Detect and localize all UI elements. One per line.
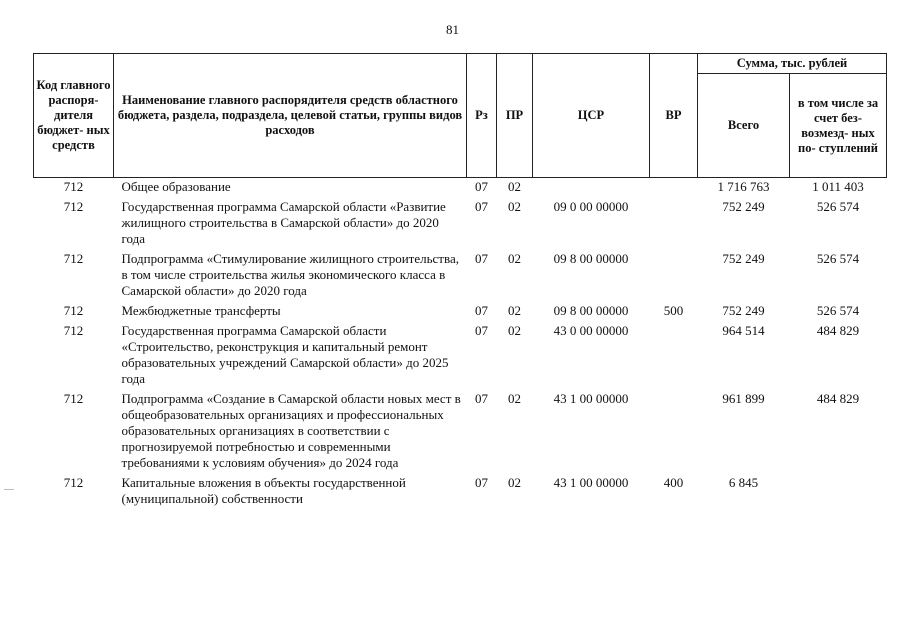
table-header: [34, 54, 887, 178]
cell-vr: 500: [663, 303, 684, 318]
cell-free: 484 829: [816, 391, 860, 406]
header-vr: ВР: [650, 54, 698, 178]
cell-pr: 02: [508, 179, 521, 194]
cell-rz: 07: [475, 303, 488, 318]
cell-vr: [650, 250, 698, 302]
cell-rz: 07: [475, 323, 488, 338]
header-name: Наименование главного распорядителя средств областного бюджета, раздела, подраздела, целевой статьи, группы видов расходов: [114, 54, 467, 178]
table-row: [34, 302, 887, 322]
cell-pr: 02: [508, 251, 521, 266]
cell-csr: 09 0 00 00000: [553, 199, 629, 214]
cell-total: 964 514: [722, 323, 765, 338]
table-row: [34, 250, 887, 302]
cell-pr: 02: [508, 303, 521, 318]
cell-name: Подпрограмма «Стимулирование жилищного строительства, в том числе строительства жилья экономического класса в Самарской области» до 2020 года: [121, 251, 459, 298]
cell-csr: [533, 178, 650, 199]
cell-free: 1 011 403: [812, 179, 864, 194]
cell-code: 712: [63, 391, 84, 406]
table-row: [34, 390, 887, 474]
cell-total: 752 249: [722, 251, 765, 266]
budget-table: [33, 53, 887, 510]
cell-code: 712: [63, 199, 84, 214]
cell-vr: [650, 390, 698, 474]
cell-csr: 43 1 00 00000: [553, 391, 629, 406]
cell-code: 712: [63, 475, 84, 490]
cell-free: 526 574: [816, 303, 860, 318]
cell-free: 484 829: [816, 323, 860, 338]
page-number: 81: [446, 22, 459, 37]
cell-vr: [650, 198, 698, 250]
cell-rz: 07: [475, 199, 488, 214]
scan-margin-mark: [4, 489, 14, 490]
cell-rz: 07: [475, 391, 488, 406]
cell-vr: [650, 178, 698, 199]
header-total: Всего: [698, 74, 790, 178]
cell-name: Межбюджетные трансферты: [121, 303, 281, 318]
cell-pr: 02: [508, 323, 521, 338]
table-row: [34, 322, 887, 390]
cell-total: 961 899: [722, 391, 765, 406]
cell-code: 712: [63, 303, 84, 318]
cell-csr: 09 8 00 00000: [553, 303, 629, 318]
header-code: Код главного распоря- дителя бюджет- ных средств: [34, 54, 114, 178]
cell-free: 526 574: [816, 199, 860, 214]
table-row: [34, 198, 887, 250]
cell-name: Капитальные вложения в объекты государственной (муниципальной) собственности: [121, 475, 406, 506]
cell-csr: 43 0 00 00000: [553, 323, 629, 338]
table-row: [34, 178, 887, 199]
cell-total: 6 845: [728, 475, 759, 490]
cell-name: Государственная программа Самарской области «Строительство, реконструкция и капитальный ремонт образовательных учреждений Самарской области» до 2025 года: [121, 323, 449, 386]
cell-name: Общее образование: [121, 179, 231, 194]
cell-name: Государственная программа Самарской области «Развитие жилищного строительства в Самарской области» до 2020 года: [121, 199, 446, 246]
cell-rz: 07: [475, 179, 488, 194]
cell-vr: [650, 322, 698, 390]
cell-code: 712: [63, 179, 84, 194]
header-pr: ПР: [497, 54, 533, 178]
cell-name: Подпрограмма «Создание в Самарской области новых мест в общеобразовательных организациях и профессиональных образовательных организациях в соответствии с прогнозируемой потребностью и современными требованиями к условиям обучения» до 2024 года: [121, 391, 461, 470]
cell-rz: 07: [475, 475, 488, 490]
header-rz: Рз: [467, 54, 497, 178]
cell-rz: 07: [475, 251, 488, 266]
cell-total: 1 716 763: [717, 179, 770, 194]
cell-csr: 43 1 00 00000: [553, 475, 629, 490]
cell-pr: 02: [508, 199, 521, 214]
table-row: [34, 474, 887, 510]
cell-pr: 02: [508, 475, 521, 490]
cell-code: 712: [63, 323, 84, 338]
cell-free: 526 574: [816, 251, 860, 266]
cell-pr: 02: [508, 391, 521, 406]
cell-vr: 400: [663, 475, 684, 490]
header-free: в том числе за счет без- возмезд- ных по- ступлений: [790, 74, 887, 178]
cell-free: [790, 474, 887, 510]
cell-csr: 09 8 00 00000: [553, 251, 629, 266]
cell-total: 752 249: [722, 303, 765, 318]
header-csr: ЦСР: [533, 54, 650, 178]
header-sum: Сумма, тыс. рублей: [698, 54, 887, 74]
cell-code: 712: [63, 251, 84, 266]
cell-total: 752 249: [722, 199, 765, 214]
